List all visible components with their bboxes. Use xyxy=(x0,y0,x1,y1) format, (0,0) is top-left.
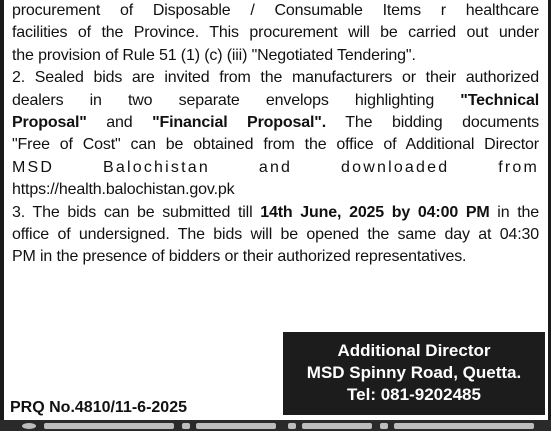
notice-text: the provision of Rule 51 (1) (c) (iii) "Negotiated Tendering". xyxy=(12,46,416,64)
notice-line-9 xyxy=(12,179,539,201)
footer-mark xyxy=(380,423,388,429)
notice-text: in the xyxy=(489,203,539,221)
signature-title: Additional Director xyxy=(337,341,491,360)
notice-text: dealers in two separate envelops highlighting xyxy=(12,91,461,109)
notice-text: 2. Sealed bids are invited from the manufacturers or their authorized xyxy=(12,69,539,87)
notice-text: The bidding documents xyxy=(326,113,539,131)
notice-line-4 xyxy=(12,67,539,89)
signature-phone: Tel: 081-9202485 xyxy=(347,385,481,404)
notice-text: PM in the presence of bidders or their authorized representatives. xyxy=(12,248,467,266)
signature-block xyxy=(283,332,545,415)
notice-line-1 xyxy=(12,0,539,22)
footer-mark xyxy=(182,423,190,429)
signature-address: MSD Spinny Road, Quetta. xyxy=(306,363,522,382)
proposal-emphasis: Proposal" xyxy=(12,113,87,131)
financial-proposal-emphasis: "Financial Proposal". xyxy=(152,113,327,131)
deadline-emphasis: 14th June, 2025 by 04:00 PM xyxy=(260,203,490,221)
footer-mark xyxy=(44,423,174,429)
notice-body xyxy=(12,0,539,269)
technical-proposal-emphasis: "Technical xyxy=(460,91,539,109)
notice-text: MSD Balochistan and downloaded from xyxy=(12,158,539,176)
notice-line-5 xyxy=(12,90,539,112)
notice-line-7 xyxy=(12,134,539,156)
footer-mark xyxy=(196,423,276,429)
notice-text: 3. The bids can be submitted till xyxy=(12,203,261,221)
notice-text: and xyxy=(86,113,153,131)
notice-line-6 xyxy=(12,112,539,134)
notice-text: "Free of Cost" can be obtained from the office of Additional Director xyxy=(12,136,539,154)
website-url: https://health.balochistan.gov.pk xyxy=(12,181,235,199)
left-border xyxy=(0,0,4,420)
prq-number: PRQ No.4810/11-6-2025 xyxy=(10,399,187,416)
footer-mark xyxy=(394,423,534,429)
notice-line-10 xyxy=(12,202,539,224)
footer-strip xyxy=(0,420,551,431)
footer-mark xyxy=(288,423,296,429)
notice-line-2 xyxy=(12,22,539,44)
notice-line-3 xyxy=(12,45,539,67)
footer-logo-icon xyxy=(22,423,36,429)
notice-text: office of undersigned. The bids will be opened the same day at 04:30 xyxy=(12,225,539,243)
notice-text: facilities of the Province. This procurement will be carried out under xyxy=(12,24,539,42)
notice-line-8 xyxy=(12,157,539,179)
notice-line-11 xyxy=(12,224,539,246)
footer-mark xyxy=(302,423,372,429)
notice-text: procurement of Disposable / Consumable Items r healthcare xyxy=(12,2,539,19)
notice-line-12 xyxy=(12,246,539,268)
